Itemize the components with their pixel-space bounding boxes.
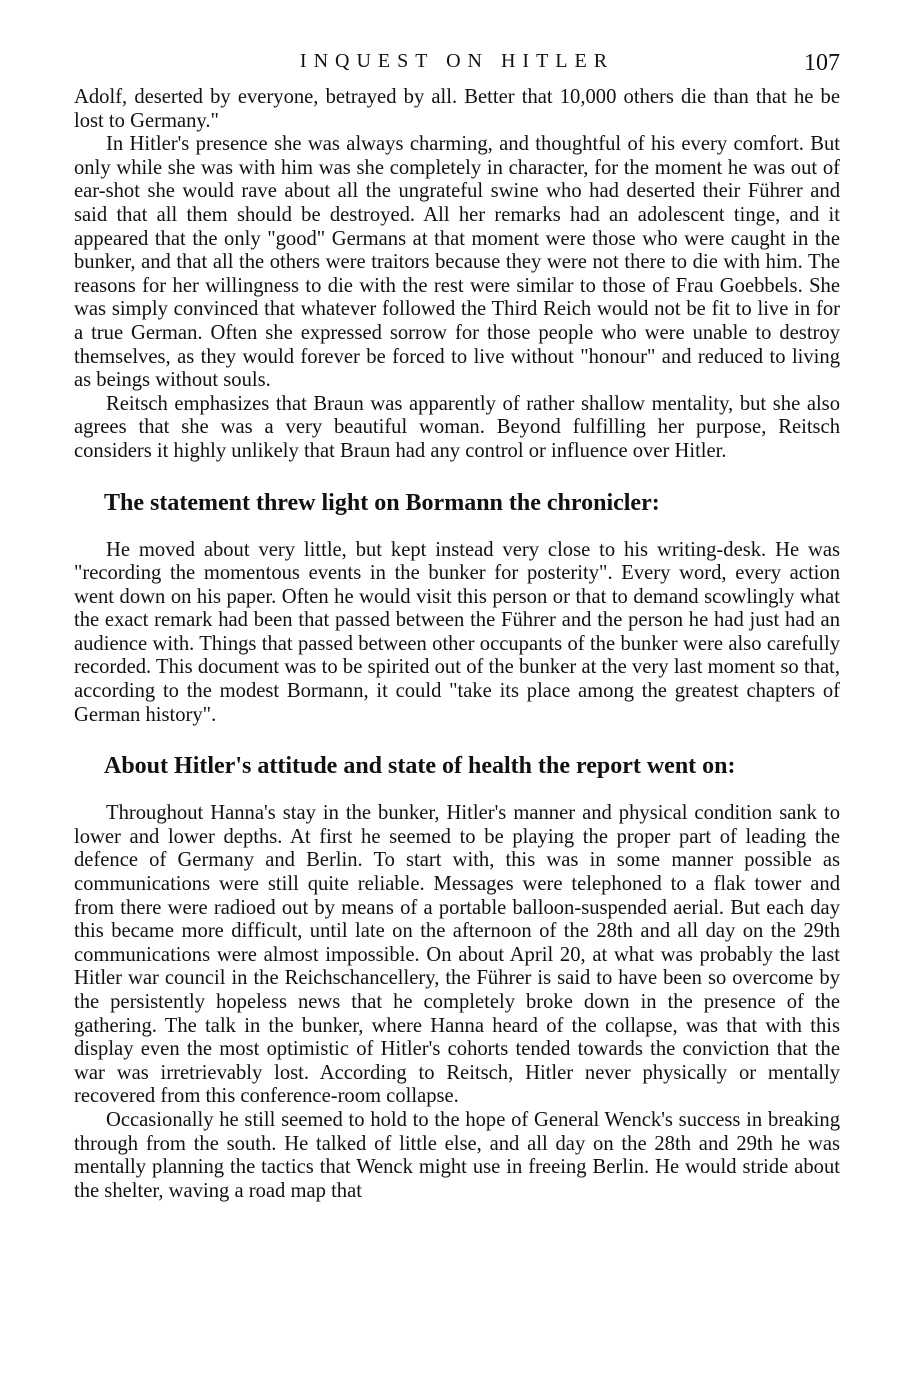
paragraph-wenck: Occasionally he still seemed to hold to the hope of General Wenck's success in breaking through from the south. He talked of little else, and all day on the 28th and 29th he was mentally planning the tactics that Wenck might use in freeing Berlin. He would stride about the shelter, waving a road map that (74, 1108, 840, 1202)
paragraph-bormann: He moved about very little, but kept instead very close to his writing-desk. He was "recording the momentous events in the bunker for posterity". Every word, every action went down on his paper. Often he would visit this person or that to demand scowlingly what the exact remark had been that passed between the Führer and the person he had just had an audience with. Things that passed between other occupants of the bunker were also carefully recorded. This document was to be spirited out of the bunker at the very last moment so that, according to the modest Bormann, it could "take its place among the greatest chapters of German history". (74, 538, 840, 726)
section-heading-health: About Hitler's attitude and state of health the report went on: (104, 753, 736, 780)
paragraph-braun-character: In Hitler's presence she was always charming, and thoughtful of his every comfort. But only while she was with him was she completely in character, for the moment he was out of ear-shot she would rave about all the ungrateful swine who had deserted their Führer and said that all them should be destroyed. All her remarks had an adolescent tinge, and it appeared that the only "good" Germans at that moment were those who were caught in the bunker, and that all the others were traitors because they were not there to die with him. The reasons for her willingness to die with the rest were similar to those of Frau Goebbels. She was simply convinced that whatever followed the Third Reich would not be fit to live in for a true German. Often she expressed sorrow for those people who were unable to destroy themselves, as they would forever be forced to live without "honour" and reduced to living as beings without souls. (74, 133, 840, 392)
paragraph-continued: Adolf, deserted by everyone, betrayed by all. Better that 10,000 others die than that he be lost to Germany." (74, 86, 840, 132)
section-heading-bormann: The statement threw light on Bormann the chronicler: (104, 489, 660, 516)
paragraph-reitsch-braun: Reitsch emphasizes that Braun was apparently of rather shallow mentality, but she also agrees that she was a very beautiful woman. Beyond fulfilling her purpose, Reitsch considers it highly unlikely that Braun had any control or influence over Hitler. (74, 392, 840, 462)
page-body (74, 86, 840, 1203)
paragraph-hitler-health: Throughout Hanna's stay in the bunker, Hitler's manner and physical condition sank to lower and lower depths. At first he seemed to be playing the proper part of leading the defence of Germany and Berlin. To start with, this was in some manner possible as communications were still quite reliable. Messages were telephoned to a flak tower and from there were radioed out by means of a portable balloon-suspended aerial. But each day this became more difficult, until late on the afternoon of the 28th and all day on the 29th communications were almost impossible. On about April 20, at what was probably the last Hitler war council in the Reichschancellery, the Führer is said to have been so overcome by the persistently hopeless news that he completely broke down in the presence of the gathering. The talk in the bunker, where Hanna heard of the collapse, was that with this display even the most optimistic of Hitler's cohorts tended towards the conviction that the war was irretrievably lost. According to Reitsch, Hitler never physically or mentally recovered from this conference-room collapse. (74, 802, 840, 1108)
page-number: 107 (804, 50, 840, 76)
running-title: INQUEST ON HITLER (299, 50, 615, 72)
running-head (74, 50, 840, 80)
